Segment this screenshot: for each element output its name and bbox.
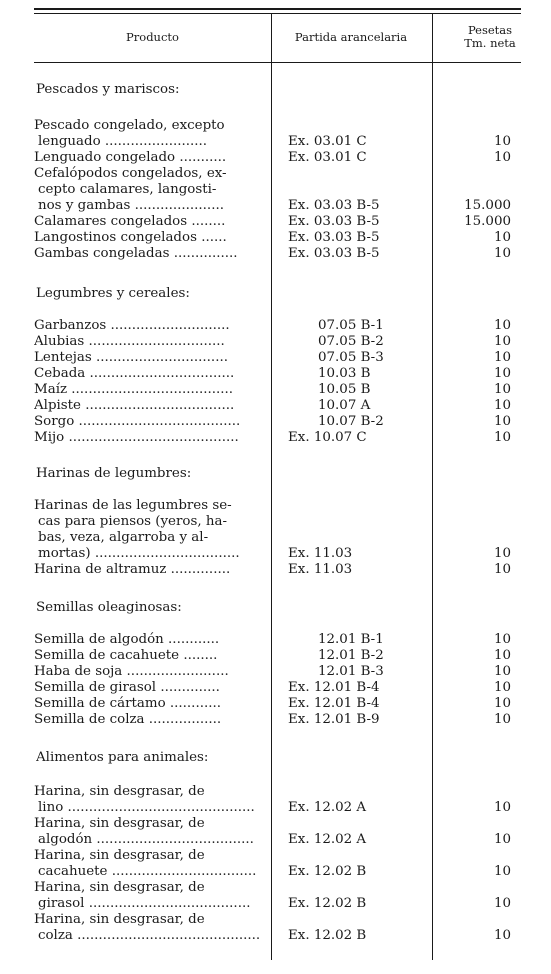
- product-cell: Harinas de las legumbres se-: [34, 498, 232, 513]
- pesetas-cell: 10: [493, 150, 511, 165]
- partida-cell: Ex. 03.03 B-5: [288, 230, 380, 245]
- partida-cell: Ex. 03.03 B-5: [288, 214, 380, 229]
- product-cell: Haba de soja ........................: [34, 664, 229, 679]
- pesetas-cell: 10: [493, 712, 511, 727]
- product-cell: bas, veza, algarroba y al-: [38, 530, 209, 545]
- section-title: Semillas oleaginosas:: [36, 600, 182, 615]
- pesetas-cell: 10: [493, 350, 511, 365]
- partida-cell: Ex. 12.02 A: [288, 800, 367, 815]
- pesetas-cell: 10: [493, 928, 511, 943]
- pesetas-cell: 10: [493, 398, 511, 413]
- product-cell: Harina, sin desgrasar, de: [34, 912, 205, 927]
- pesetas-cell: 10: [493, 366, 511, 381]
- partida-cell: Ex. 12.02 A: [288, 832, 367, 847]
- product-cell: Alpiste ...................................: [34, 398, 235, 413]
- partida-cell: Ex. 03.01 C: [288, 150, 367, 165]
- partida-cell: Ex. 03.03 B-5: [288, 246, 380, 261]
- partida-cell: 07.05 B-3: [318, 350, 384, 365]
- header-producto: Producto: [126, 30, 179, 44]
- product-cell: cepto calamares, langosti-: [38, 182, 217, 197]
- partida-cell: 10.05 B: [318, 382, 371, 397]
- product-cell: Maíz ......................................: [34, 382, 234, 397]
- partida-cell: 07.05 B-2: [318, 334, 384, 349]
- pesetas-cell: 10: [493, 546, 511, 561]
- product-cell: colza ...........................................: [38, 928, 261, 943]
- top-rule-thin: [34, 13, 521, 14]
- partida-cell: Ex. 12.02 B: [288, 928, 367, 943]
- product-cell: Lentejas ...............................: [34, 350, 228, 365]
- pesetas-cell: 10: [493, 334, 511, 349]
- header-tm-neta: Tm. neta: [464, 36, 516, 50]
- pesetas-cell: 10: [493, 696, 511, 711]
- column-divider-2: [432, 14, 433, 960]
- pesetas-cell: 10: [493, 430, 511, 445]
- pesetas-cell: 15.000: [464, 198, 511, 213]
- product-cell: Sorgo ......................................: [34, 414, 241, 429]
- partida-cell: 10.07 A: [318, 398, 371, 413]
- pesetas-cell: 10: [493, 246, 511, 261]
- pesetas-cell: 10: [493, 562, 511, 577]
- product-cell: Calamares congelados ........: [34, 214, 226, 229]
- partida-cell: Ex. 12.02 B: [288, 864, 367, 879]
- pesetas-cell: 10: [493, 680, 511, 695]
- product-cell: Garbanzos ............................: [34, 318, 230, 333]
- pesetas-cell: 10: [493, 800, 511, 815]
- header-rule: [34, 62, 521, 63]
- partida-cell: 12.01 B-3: [318, 664, 384, 679]
- partida-cell: Ex. 11.03: [288, 546, 353, 561]
- pesetas-cell: 10: [493, 664, 511, 679]
- product-cell: girasol ......................................: [38, 896, 251, 911]
- partida-cell: Ex. 10.07 C: [288, 430, 367, 445]
- column-divider-1: [271, 14, 272, 960]
- pesetas-cell: 10: [493, 382, 511, 397]
- section-title: Pescados y mariscos:: [36, 82, 180, 97]
- product-cell: Lenguado congelado ...........: [34, 150, 227, 165]
- product-cell: mortas) ..................................: [38, 546, 240, 561]
- product-cell: Harina, sin desgrasar, de: [34, 816, 205, 831]
- pesetas-cell: 10: [493, 230, 511, 245]
- top-rule: [34, 8, 521, 10]
- pesetas-cell: 15.000: [464, 214, 511, 229]
- product-cell: Semilla de girasol ..............: [34, 680, 220, 695]
- partida-cell: 10.07 B-2: [318, 414, 384, 429]
- section-title: Harinas de legumbres:: [36, 466, 192, 481]
- product-cell: cacahuete ..................................: [38, 864, 257, 879]
- product-cell: Semilla de cártamo ............: [34, 696, 221, 711]
- partida-cell: Ex. 12.01 B-9: [288, 712, 380, 727]
- pesetas-cell: 10: [493, 632, 511, 647]
- product-cell: Harina de altramuz ..............: [34, 562, 231, 577]
- product-cell: Cefalópodos congelados, ex-: [34, 166, 227, 181]
- product-cell: lenguado ........................: [38, 134, 208, 149]
- product-cell: Semilla de colza .................: [34, 712, 222, 727]
- pesetas-cell: 10: [493, 414, 511, 429]
- pesetas-cell: 10: [493, 648, 511, 663]
- pesetas-cell: 10: [493, 832, 511, 847]
- product-cell: Cebada ..................................: [34, 366, 235, 381]
- product-cell: nos y gambas .....................: [38, 198, 224, 213]
- partida-cell: 12.01 B-1: [318, 632, 384, 647]
- product-cell: Harina, sin desgrasar, de: [34, 784, 205, 799]
- partida-cell: Ex. 11.03: [288, 562, 353, 577]
- header-partida: Partida arancelaria: [294, 30, 408, 44]
- section-title: Alimentos para animales:: [36, 750, 209, 765]
- product-cell: lino ............................................: [38, 800, 255, 815]
- product-cell: algodón .....................................: [38, 832, 254, 847]
- product-cell: Semilla de algodón ............: [34, 632, 220, 647]
- product-cell: Semilla de cacahuete ........: [34, 648, 218, 663]
- product-cell: Langostinos congelados ......: [34, 230, 227, 245]
- partida-cell: 12.01 B-2: [318, 648, 384, 663]
- partida-cell: 07.05 B-1: [318, 318, 384, 333]
- product-cell: Gambas congeladas ...............: [34, 246, 238, 261]
- partida-cell: Ex. 12.02 B: [288, 896, 367, 911]
- product-cell: Pescado congelado, excepto: [34, 118, 225, 133]
- partida-cell: 10.03 B: [318, 366, 371, 381]
- section-title: Legumbres y cereales:: [36, 286, 190, 301]
- partida-cell: Ex. 12.01 B-4: [288, 680, 380, 695]
- pesetas-cell: 10: [493, 134, 511, 149]
- product-cell: Harina, sin desgrasar, de: [34, 880, 205, 895]
- partida-cell: Ex. 03.03 B-5: [288, 198, 380, 213]
- partida-cell: Ex. 03.01 C: [288, 134, 367, 149]
- product-cell: Alubias ................................: [34, 334, 225, 349]
- pesetas-cell: 10: [493, 318, 511, 333]
- partida-cell: Ex. 12.01 B-4: [288, 696, 380, 711]
- product-cell: cas para piensos (yeros, ha-: [38, 514, 227, 529]
- pesetas-cell: 10: [493, 864, 511, 879]
- pesetas-cell: 10: [493, 896, 511, 911]
- product-cell: Harina, sin desgrasar, de: [34, 848, 205, 863]
- product-cell: Mijo ........................................: [34, 430, 239, 445]
- header-pesetas: Pesetas: [467, 23, 513, 37]
